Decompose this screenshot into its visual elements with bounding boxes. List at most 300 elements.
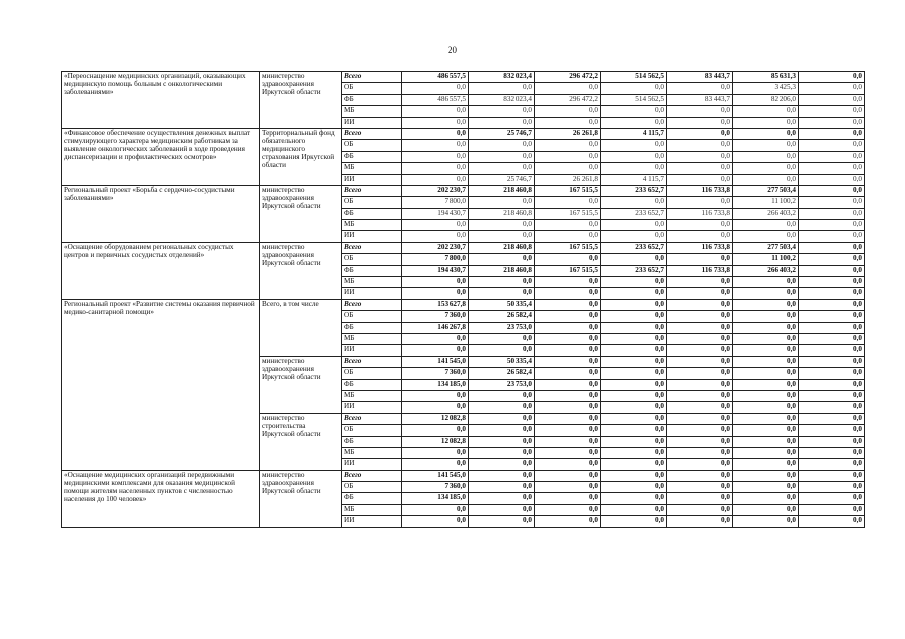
amount-cell: 0,0 <box>402 504 469 515</box>
amount-cell: 0,0 <box>535 83 601 94</box>
amount-cell: 0,0 <box>733 470 799 481</box>
amount-cell: 0,0 <box>667 379 733 390</box>
amount-cell: 0,0 <box>402 425 469 436</box>
amount-cell: 83 443,7 <box>667 94 733 105</box>
funding-source: МБ <box>342 106 402 117</box>
amount-cell: 218 460,8 <box>469 265 535 276</box>
amount-cell: 0,0 <box>601 106 667 117</box>
amount-cell: 0,0 <box>667 493 733 504</box>
amount-cell: 0,0 <box>799 288 865 299</box>
amount-cell: 0,0 <box>733 425 799 436</box>
amount-cell: 134 185,0 <box>402 493 469 504</box>
amount-cell: 0,0 <box>402 402 469 413</box>
amount-cell: 0,0 <box>402 220 469 231</box>
amount-cell: 233 652,7 <box>601 185 667 196</box>
amount-cell: 50 335,4 <box>469 299 535 310</box>
amount-cell: 153 627,8 <box>402 299 469 310</box>
amount-cell: 194 430,7 <box>402 265 469 276</box>
amount-cell: 0,0 <box>799 185 865 196</box>
amount-cell: 0,0 <box>535 470 601 481</box>
amount-cell: 0,0 <box>601 220 667 231</box>
amount-cell: 202 230,7 <box>402 242 469 253</box>
funding-source: Всего <box>342 72 402 83</box>
amount-cell: 0,0 <box>601 470 667 481</box>
amount-cell: 0,0 <box>469 231 535 242</box>
amount-cell: 0,0 <box>799 436 865 447</box>
amount-cell: 0,0 <box>402 345 469 356</box>
amount-cell: 0,0 <box>535 482 601 493</box>
amount-cell: 0,0 <box>535 516 601 527</box>
amount-cell: 0,0 <box>799 140 865 151</box>
funding-source: МБ <box>342 390 402 401</box>
table-row <box>62 356 865 367</box>
amount-cell: 0,0 <box>402 333 469 344</box>
amount-cell: 277 503,4 <box>733 242 799 253</box>
funding-source: МБ <box>342 447 402 458</box>
amount-cell: 3 425,3 <box>733 83 799 94</box>
amount-cell: 0,0 <box>601 402 667 413</box>
amount-cell: 26 582,4 <box>469 368 535 379</box>
amount-cell: 0,0 <box>469 163 535 174</box>
amount-cell: 25 746,7 <box>469 128 535 139</box>
amount-cell: 0,0 <box>799 277 865 288</box>
amount-cell: 0,0 <box>799 333 865 344</box>
amount-cell: 0,0 <box>733 379 799 390</box>
amount-cell: 167 515,5 <box>535 242 601 253</box>
funding-source: ФБ <box>342 208 402 219</box>
amount-cell: 0,0 <box>733 516 799 527</box>
amount-cell: 0,0 <box>799 83 865 94</box>
amount-cell: 0,0 <box>601 117 667 128</box>
amount-cell: 0,0 <box>667 482 733 493</box>
amount-cell: 514 562,5 <box>601 94 667 105</box>
amount-cell: 0,0 <box>535 288 601 299</box>
amount-cell: 0,0 <box>799 493 865 504</box>
amount-cell: 0,0 <box>667 322 733 333</box>
funding-source: ОБ <box>342 140 402 151</box>
amount-cell: 0,0 <box>733 493 799 504</box>
amount-cell: 0,0 <box>469 482 535 493</box>
amount-cell: 0,0 <box>733 333 799 344</box>
amount-cell: 12 082,8 <box>402 413 469 424</box>
amount-cell: 4 115,7 <box>601 174 667 185</box>
table-body <box>62 72 865 528</box>
amount-cell: 0,0 <box>535 368 601 379</box>
amount-cell: 0,0 <box>535 220 601 231</box>
amount-cell: 0,0 <box>469 516 535 527</box>
amount-cell: 26 261,8 <box>535 174 601 185</box>
amount-cell: 266 403,2 <box>733 208 799 219</box>
funding-source: ФБ <box>342 94 402 105</box>
amount-cell: 0,0 <box>799 174 865 185</box>
amount-cell: 0,0 <box>535 106 601 117</box>
amount-cell: 0,0 <box>667 163 733 174</box>
amount-cell: 0,0 <box>799 242 865 253</box>
amount-cell: 0,0 <box>535 390 601 401</box>
amount-cell: 296 472,2 <box>535 94 601 105</box>
amount-cell: 0,0 <box>733 447 799 458</box>
amount-cell: 0,0 <box>601 322 667 333</box>
amount-cell: 0,0 <box>799 254 865 265</box>
amount-cell: 0,0 <box>469 197 535 208</box>
measure-name: «Переоснащение медицинских организаций, оказывающих медицинскую помощь больным с онкологическими заболеваниями» <box>62 72 260 129</box>
amount-cell: 0,0 <box>667 254 733 265</box>
amount-cell: 0,0 <box>733 459 799 470</box>
funding-source: ИИ <box>342 174 402 185</box>
amount-cell: 0,0 <box>535 140 601 151</box>
amount-cell: 0,0 <box>535 425 601 436</box>
amount-cell: 0,0 <box>667 117 733 128</box>
amount-cell: 0,0 <box>535 254 601 265</box>
measure-name: «Оснащение медицинских организаций передвижными медицинскими комплексами для оказания медицинской помощи жителям населенных пунктов с численностью населения до 100 человек» <box>62 470 260 527</box>
funding-source: Всего <box>342 185 402 196</box>
amount-cell: 218 460,8 <box>469 242 535 253</box>
amount-cell: 83 443,7 <box>667 72 733 83</box>
amount-cell: 0,0 <box>601 151 667 162</box>
amount-cell: 0,0 <box>469 140 535 151</box>
amount-cell: 0,0 <box>469 470 535 481</box>
responsible-executor: министерство здравоохранения Иркутской области <box>260 470 342 527</box>
amount-cell: 0,0 <box>799 322 865 333</box>
amount-cell: 0,0 <box>535 299 601 310</box>
amount-cell: 0,0 <box>799 470 865 481</box>
funding-source: Всего <box>342 470 402 481</box>
amount-cell: 0,0 <box>402 459 469 470</box>
amount-cell: 0,0 <box>667 231 733 242</box>
amount-cell: 0,0 <box>601 140 667 151</box>
amount-cell: 0,0 <box>733 413 799 424</box>
amount-cell: 0,0 <box>469 493 535 504</box>
amount-cell: 116 733,8 <box>667 265 733 276</box>
funding-source: ОБ <box>342 254 402 265</box>
amount-cell: 218 460,8 <box>469 208 535 219</box>
amount-cell: 85 631,3 <box>733 72 799 83</box>
amount-cell: 0,0 <box>733 220 799 231</box>
amount-cell: 0,0 <box>799 345 865 356</box>
amount-cell: 7 360,0 <box>402 311 469 322</box>
amount-cell: 233 652,7 <box>601 242 667 253</box>
funding-source: ФБ <box>342 379 402 390</box>
amount-cell: 0,0 <box>667 413 733 424</box>
amount-cell: 0,0 <box>799 72 865 83</box>
amount-cell: 0,0 <box>402 117 469 128</box>
amount-cell: 0,0 <box>733 368 799 379</box>
funding-source: ИИ <box>342 459 402 470</box>
amount-cell: 0,0 <box>601 277 667 288</box>
funding-source: Всего <box>342 413 402 424</box>
funding-source: Всего <box>342 242 402 253</box>
amount-cell: 167 515,5 <box>535 265 601 276</box>
amount-cell: 0,0 <box>535 504 601 515</box>
responsible-executor: министерство здравоохранения Иркутской области <box>260 356 342 413</box>
funding-source: ИИ <box>342 345 402 356</box>
amount-cell: 0,0 <box>667 436 733 447</box>
amount-cell: 0,0 <box>469 402 535 413</box>
amount-cell: 0,0 <box>667 140 733 151</box>
amount-cell: 0,0 <box>667 277 733 288</box>
amount-cell: 0,0 <box>469 459 535 470</box>
amount-cell: 0,0 <box>402 83 469 94</box>
amount-cell: 0,0 <box>535 356 601 367</box>
funding-source: Всего <box>342 356 402 367</box>
measure-name: «Финансовое обеспечение осуществления денежных выплат стимулирующего характера медицинским работникам за выявление онкологических заболеваний в ходе проведения диспансеризации и профилактических осмотров» <box>62 128 260 185</box>
amount-cell: 0,0 <box>535 163 601 174</box>
amount-cell: 0,0 <box>733 288 799 299</box>
amount-cell: 0,0 <box>402 516 469 527</box>
amount-cell: 0,0 <box>667 311 733 322</box>
responsible-executor: Всего, в том числе <box>260 299 342 356</box>
amount-cell: 0,0 <box>535 459 601 470</box>
amount-cell: 0,0 <box>601 436 667 447</box>
amount-cell: 146 267,8 <box>402 322 469 333</box>
funding-source: ФБ <box>342 151 402 162</box>
amount-cell: 0,0 <box>601 368 667 379</box>
amount-cell: 0,0 <box>601 482 667 493</box>
amount-cell: 0,0 <box>601 356 667 367</box>
funding-source: МБ <box>342 277 402 288</box>
amount-cell: 26 261,8 <box>535 128 601 139</box>
amount-cell: 7 360,0 <box>402 368 469 379</box>
amount-cell: 4 115,7 <box>601 128 667 139</box>
amount-cell: 0,0 <box>799 447 865 458</box>
amount-cell: 0,0 <box>601 425 667 436</box>
funding-source: Всего <box>342 128 402 139</box>
amount-cell: 0,0 <box>667 459 733 470</box>
funding-source: МБ <box>342 163 402 174</box>
amount-cell: 26 582,4 <box>469 311 535 322</box>
amount-cell: 277 503,4 <box>733 185 799 196</box>
amount-cell: 116 733,8 <box>667 208 733 219</box>
funding-source: ОБ <box>342 425 402 436</box>
amount-cell: 0,0 <box>733 174 799 185</box>
amount-cell: 0,0 <box>733 356 799 367</box>
amount-cell: 0,0 <box>799 311 865 322</box>
amount-cell: 0,0 <box>799 163 865 174</box>
amount-cell: 0,0 <box>402 140 469 151</box>
funding-source: ФБ <box>342 493 402 504</box>
amount-cell: 0,0 <box>601 333 667 344</box>
amount-cell: 0,0 <box>667 83 733 94</box>
amount-cell: 0,0 <box>469 436 535 447</box>
amount-cell: 0,0 <box>667 368 733 379</box>
amount-cell: 0,0 <box>601 413 667 424</box>
amount-cell: 0,0 <box>601 299 667 310</box>
amount-cell: 0,0 <box>535 345 601 356</box>
responsible-executor: министерство здравоохранения Иркутской области <box>260 72 342 129</box>
funding-source: ИИ <box>342 402 402 413</box>
amount-cell: 0,0 <box>402 277 469 288</box>
amount-cell: 0,0 <box>601 504 667 515</box>
funding-source: ИИ <box>342 117 402 128</box>
amount-cell: 0,0 <box>601 516 667 527</box>
amount-cell: 218 460,8 <box>469 185 535 196</box>
amount-cell: 0,0 <box>667 447 733 458</box>
funding-source: ОБ <box>342 83 402 94</box>
amount-cell: 0,0 <box>733 322 799 333</box>
amount-cell: 7 360,0 <box>402 482 469 493</box>
amount-cell: 266 403,2 <box>733 265 799 276</box>
amount-cell: 0,0 <box>733 390 799 401</box>
amount-cell: 0,0 <box>799 413 865 424</box>
amount-cell: 0,0 <box>733 151 799 162</box>
amount-cell: 0,0 <box>667 333 733 344</box>
funding-source: ИИ <box>342 231 402 242</box>
amount-cell: 0,0 <box>667 288 733 299</box>
amount-cell: 0,0 <box>799 516 865 527</box>
amount-cell: 194 430,7 <box>402 208 469 219</box>
amount-cell: 0,0 <box>469 254 535 265</box>
funding-source: МБ <box>342 504 402 515</box>
amount-cell: 0,0 <box>469 151 535 162</box>
amount-cell: 233 652,7 <box>601 265 667 276</box>
amount-cell: 0,0 <box>799 197 865 208</box>
amount-cell: 0,0 <box>402 447 469 458</box>
amount-cell: 0,0 <box>667 516 733 527</box>
amount-cell: 0,0 <box>667 425 733 436</box>
amount-cell: 0,0 <box>667 402 733 413</box>
amount-cell: 0,0 <box>601 83 667 94</box>
amount-cell: 50 335,4 <box>469 356 535 367</box>
amount-cell: 0,0 <box>469 220 535 231</box>
table-row <box>62 413 865 424</box>
amount-cell: 0,0 <box>469 288 535 299</box>
responsible-executor: министерство здравоохранения Иркутской области <box>260 242 342 299</box>
amount-cell: 141 545,0 <box>402 470 469 481</box>
amount-cell: 0,0 <box>402 174 469 185</box>
amount-cell: 0,0 <box>733 311 799 322</box>
amount-cell: 0,0 <box>535 402 601 413</box>
amount-cell: 0,0 <box>402 151 469 162</box>
amount-cell: 167 515,5 <box>535 185 601 196</box>
table-row <box>62 128 865 139</box>
amount-cell: 12 082,8 <box>402 436 469 447</box>
amount-cell: 0,0 <box>402 106 469 117</box>
responsible-executor: Территориальный фонд обязательного медицинского страхования Иркутской области <box>260 128 342 185</box>
table-row <box>62 185 865 196</box>
amount-cell: 0,0 <box>535 117 601 128</box>
responsible-executor: министерство здравоохранения Иркутской области <box>260 185 342 242</box>
amount-cell: 0,0 <box>601 493 667 504</box>
amount-cell: 134 185,0 <box>402 379 469 390</box>
amount-cell: 0,0 <box>733 345 799 356</box>
amount-cell: 832 023,4 <box>469 94 535 105</box>
amount-cell: 7 800,0 <box>402 197 469 208</box>
funding-source: ИИ <box>342 288 402 299</box>
amount-cell: 0,0 <box>733 299 799 310</box>
budget-table <box>61 71 865 528</box>
amount-cell: 0,0 <box>601 311 667 322</box>
amount-cell: 0,0 <box>667 197 733 208</box>
amount-cell: 486 557,5 <box>402 72 469 83</box>
measure-name: «Оснащение оборудованием региональных сосудистых центров и первичных сосудистых отделений» <box>62 242 260 299</box>
amount-cell: 0,0 <box>799 220 865 231</box>
table-row <box>62 299 865 310</box>
amount-cell: 0,0 <box>667 174 733 185</box>
amount-cell: 0,0 <box>733 277 799 288</box>
amount-cell: 0,0 <box>799 151 865 162</box>
amount-cell: 0,0 <box>535 231 601 242</box>
amount-cell: 0,0 <box>469 504 535 515</box>
amount-cell: 0,0 <box>799 94 865 105</box>
amount-cell: 0,0 <box>799 117 865 128</box>
amount-cell: 0,0 <box>601 254 667 265</box>
funding-source: ФБ <box>342 265 402 276</box>
amount-cell: 0,0 <box>733 117 799 128</box>
amount-cell: 0,0 <box>799 368 865 379</box>
amount-cell: 0,0 <box>667 220 733 231</box>
amount-cell: 0,0 <box>667 356 733 367</box>
amount-cell: 0,0 <box>469 83 535 94</box>
funding-source: ОБ <box>342 482 402 493</box>
amount-cell: 0,0 <box>402 128 469 139</box>
amount-cell: 0,0 <box>469 425 535 436</box>
amount-cell: 0,0 <box>799 504 865 515</box>
amount-cell: 0,0 <box>469 390 535 401</box>
funding-source: ФБ <box>342 436 402 447</box>
funding-source: ИИ <box>342 516 402 527</box>
amount-cell: 116 733,8 <box>667 242 733 253</box>
amount-cell: 0,0 <box>469 333 535 344</box>
amount-cell: 202 230,7 <box>402 185 469 196</box>
amount-cell: 0,0 <box>667 470 733 481</box>
amount-cell: 233 652,7 <box>601 208 667 219</box>
amount-cell: 0,0 <box>799 106 865 117</box>
responsible-executor: министерство строительства Иркутской области <box>260 413 342 470</box>
amount-cell: 0,0 <box>601 163 667 174</box>
amount-cell: 0,0 <box>535 493 601 504</box>
amount-cell: 0,0 <box>535 379 601 390</box>
amount-cell: 0,0 <box>402 288 469 299</box>
amount-cell: 0,0 <box>799 425 865 436</box>
amount-cell: 0,0 <box>667 151 733 162</box>
amount-cell: 0,0 <box>733 482 799 493</box>
amount-cell: 0,0 <box>733 504 799 515</box>
amount-cell: 0,0 <box>601 379 667 390</box>
amount-cell: 514 562,5 <box>601 72 667 83</box>
amount-cell: 0,0 <box>535 151 601 162</box>
amount-cell: 11 100,2 <box>733 254 799 265</box>
amount-cell: 0,0 <box>733 163 799 174</box>
measure-name <box>62 356 260 413</box>
amount-cell: 0,0 <box>601 231 667 242</box>
amount-cell: 486 557,5 <box>402 94 469 105</box>
amount-cell: 0,0 <box>601 345 667 356</box>
amount-cell: 0,0 <box>402 163 469 174</box>
amount-cell: 116 733,8 <box>667 185 733 196</box>
amount-cell: 0,0 <box>733 140 799 151</box>
amount-cell: 0,0 <box>733 436 799 447</box>
page-number: 20 <box>448 45 457 55</box>
table-row <box>62 242 865 253</box>
amount-cell: 0,0 <box>667 504 733 515</box>
amount-cell: 832 023,4 <box>469 72 535 83</box>
amount-cell: 7 800,0 <box>402 254 469 265</box>
amount-cell: 25 746,7 <box>469 174 535 185</box>
amount-cell: 0,0 <box>469 447 535 458</box>
amount-cell: 0,0 <box>469 413 535 424</box>
amount-cell: 0,0 <box>469 106 535 117</box>
amount-cell: 0,0 <box>733 402 799 413</box>
amount-cell: 0,0 <box>601 288 667 299</box>
amount-cell: 0,0 <box>535 322 601 333</box>
amount-cell: 0,0 <box>733 106 799 117</box>
funding-source: ОБ <box>342 197 402 208</box>
amount-cell: 82 206,0 <box>733 94 799 105</box>
funding-source: МБ <box>342 333 402 344</box>
amount-cell: 0,0 <box>799 299 865 310</box>
amount-cell: 23 753,0 <box>469 322 535 333</box>
measure-name: Региональный проект «Борьба с сердечно-сосудистыми заболеваниями» <box>62 185 260 242</box>
